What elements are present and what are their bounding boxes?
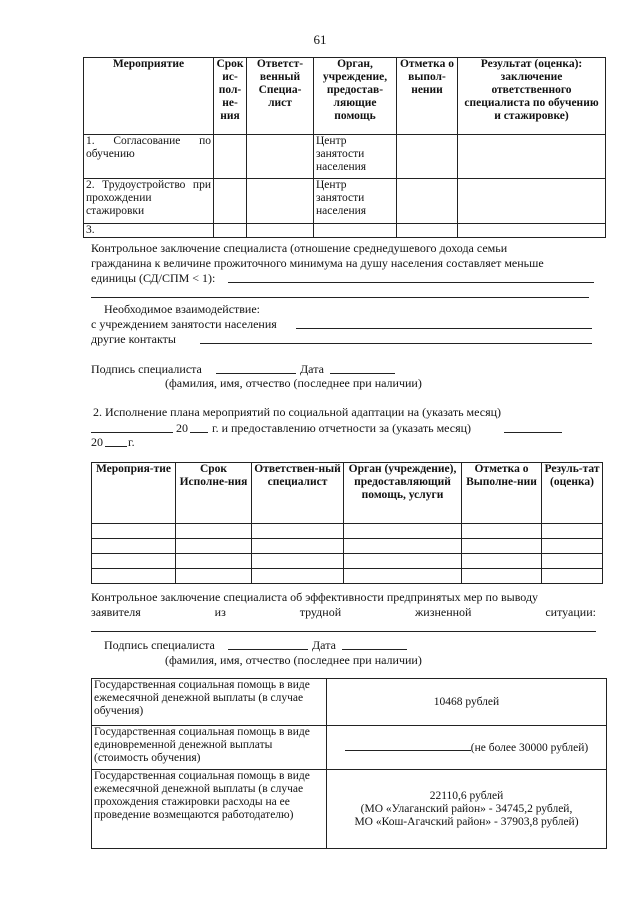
section2-year: 20 <box>176 421 188 435</box>
table-row <box>92 569 603 584</box>
section2-line2: г. и предоставлению отчетности за (указать месяц) <box>212 421 472 435</box>
table-row <box>92 770 607 849</box>
plan-table-2 <box>91 462 603 584</box>
signature2-caption: (фамилия, имя, отчество (последнее при наличии) <box>165 653 422 667</box>
control2-word: жизненной <box>415 605 472 619</box>
payment-value: 22110,6 рублей <box>429 789 504 802</box>
control2-line2 <box>91 605 596 619</box>
date1-line <box>330 373 395 374</box>
table1-cell-organ: Центр занятости населения <box>314 135 397 179</box>
table1-header-mark: Отметка о выпол-нении <box>397 58 458 135</box>
table1-cell-organ: Центр занятости населения <box>314 179 397 224</box>
table2-header-organ: Орган (учреждение), предоставляющий помощь, услуги <box>344 463 462 524</box>
payment-desc: Государственная социальная помощь в виде ежемесячной денежной выплаты (в случае прохождения стажировки расходы на ее проведение возмещаются работодателю) <box>92 770 327 849</box>
payment-value: (не более 30000 рублей) <box>470 742 589 754</box>
page-number: 61 <box>313 32 327 47</box>
interaction-other: другие контакты <box>91 332 176 346</box>
table-row <box>92 554 603 569</box>
plan-table-1 <box>83 57 606 238</box>
control2-word: из <box>214 605 226 619</box>
section2-year2-suffix: г. <box>128 435 135 449</box>
payment-value: 10468 рублей <box>327 679 607 726</box>
table2-header-deadline: Срок Исполне-ния <box>176 463 252 524</box>
table2-header-event: Мероприя-тие <box>92 463 176 524</box>
control1-line3: единицы (СД/СПМ < 1): <box>91 271 216 285</box>
payment-value-ulagan: (МО «Улаганский район» - 34745,2 рублей, <box>360 802 573 815</box>
table-row <box>92 726 607 770</box>
section2-month-line <box>91 432 173 433</box>
other-fill-line <box>200 343 592 344</box>
employment-fill-line <box>296 328 592 329</box>
table1-cell-event: 3. <box>84 224 214 238</box>
payment-desc: Государственная социальная помощь в виде ежемесячной денежной выплаты (в случае обучения) <box>92 679 327 726</box>
payment-value-cell <box>327 726 607 770</box>
signature2-date: Дата <box>312 638 336 652</box>
payment-desc: Государственная социальная помощь в виде единовременной денежной выплаты (стоимость обучения) <box>92 726 327 770</box>
signature2-label: Подпись специалиста <box>104 638 215 652</box>
table-row <box>92 539 603 554</box>
section2-year-line <box>190 432 208 433</box>
control2-fill-line <box>91 631 596 632</box>
signature1-date: Дата <box>300 362 324 376</box>
table-row <box>84 179 606 224</box>
signature1-caption: (фамилия, имя, отчество (последнее при наличии) <box>165 376 422 390</box>
table1-cell-event: 2. Трудоустройство при прохождении стажировки <box>84 179 214 224</box>
payments-table <box>91 678 607 849</box>
section2-month2-line <box>504 432 562 433</box>
table-row <box>92 524 603 539</box>
control2-word: заявителя <box>91 605 141 619</box>
control1-fill-line-2 <box>91 297 589 298</box>
signature2-line <box>228 649 308 650</box>
section2-year2: 20 <box>91 435 103 449</box>
control1-line2: гражданина к величине прожиточного минимума на душу населения составляет меньше <box>91 256 544 270</box>
control1-line1: Контрольное заключение специалиста (отношение среднедушевого дохода семьи <box>91 241 508 255</box>
section2-line1: 2. Исполнение плана мероприятий по социальной адаптации на (указать месяц) <box>93 405 502 419</box>
control2-word: ситуации: <box>545 605 596 619</box>
table-row <box>84 135 606 179</box>
signature1-label: Подпись специалиста <box>91 362 202 376</box>
table2-header-specialist: Ответствен-ный специалист <box>252 463 344 524</box>
interaction-title: Необходимое взаимодействие: <box>104 302 261 316</box>
table1-cell-event: 1. Согласование по обучению <box>84 135 214 179</box>
interaction-employment: с учреждением занятости населения <box>91 317 277 331</box>
table-row <box>84 224 606 238</box>
table1-header-deadline: Срок ис-пол-не-ния <box>214 58 247 135</box>
section2-year2-line <box>105 446 127 447</box>
date2-line <box>342 649 407 650</box>
control1-fill-line <box>228 282 594 283</box>
table-row <box>92 679 607 726</box>
table1-header-specialist: Ответст-венный Специа-лист <box>247 58 314 135</box>
table2-header-result: Резуль-тат (оценка) <box>542 463 603 524</box>
table1-header-organ: Орган, учреждение, предостав-ляющие помощь <box>314 58 397 135</box>
table1-header-event: Мероприятие <box>84 58 214 135</box>
control2-line1: Контрольное заключение специалиста об эффективности предпринятых мер по выводу <box>91 590 539 604</box>
control2-word: трудной <box>299 605 342 619</box>
payment-blank-line <box>345 740 471 751</box>
table1-header-result: Результат (оценка): заключение ответственного специалиста по обучению и стажировке) <box>458 58 606 135</box>
payment-value-cell <box>327 770 607 849</box>
signature1-line <box>216 373 296 374</box>
table2-header-mark: Отметка о Выполне-нии <box>462 463 542 524</box>
payment-value-kosh-agach: МО «Кош-Агачский район» - 37903,8 рублей) <box>354 815 579 828</box>
